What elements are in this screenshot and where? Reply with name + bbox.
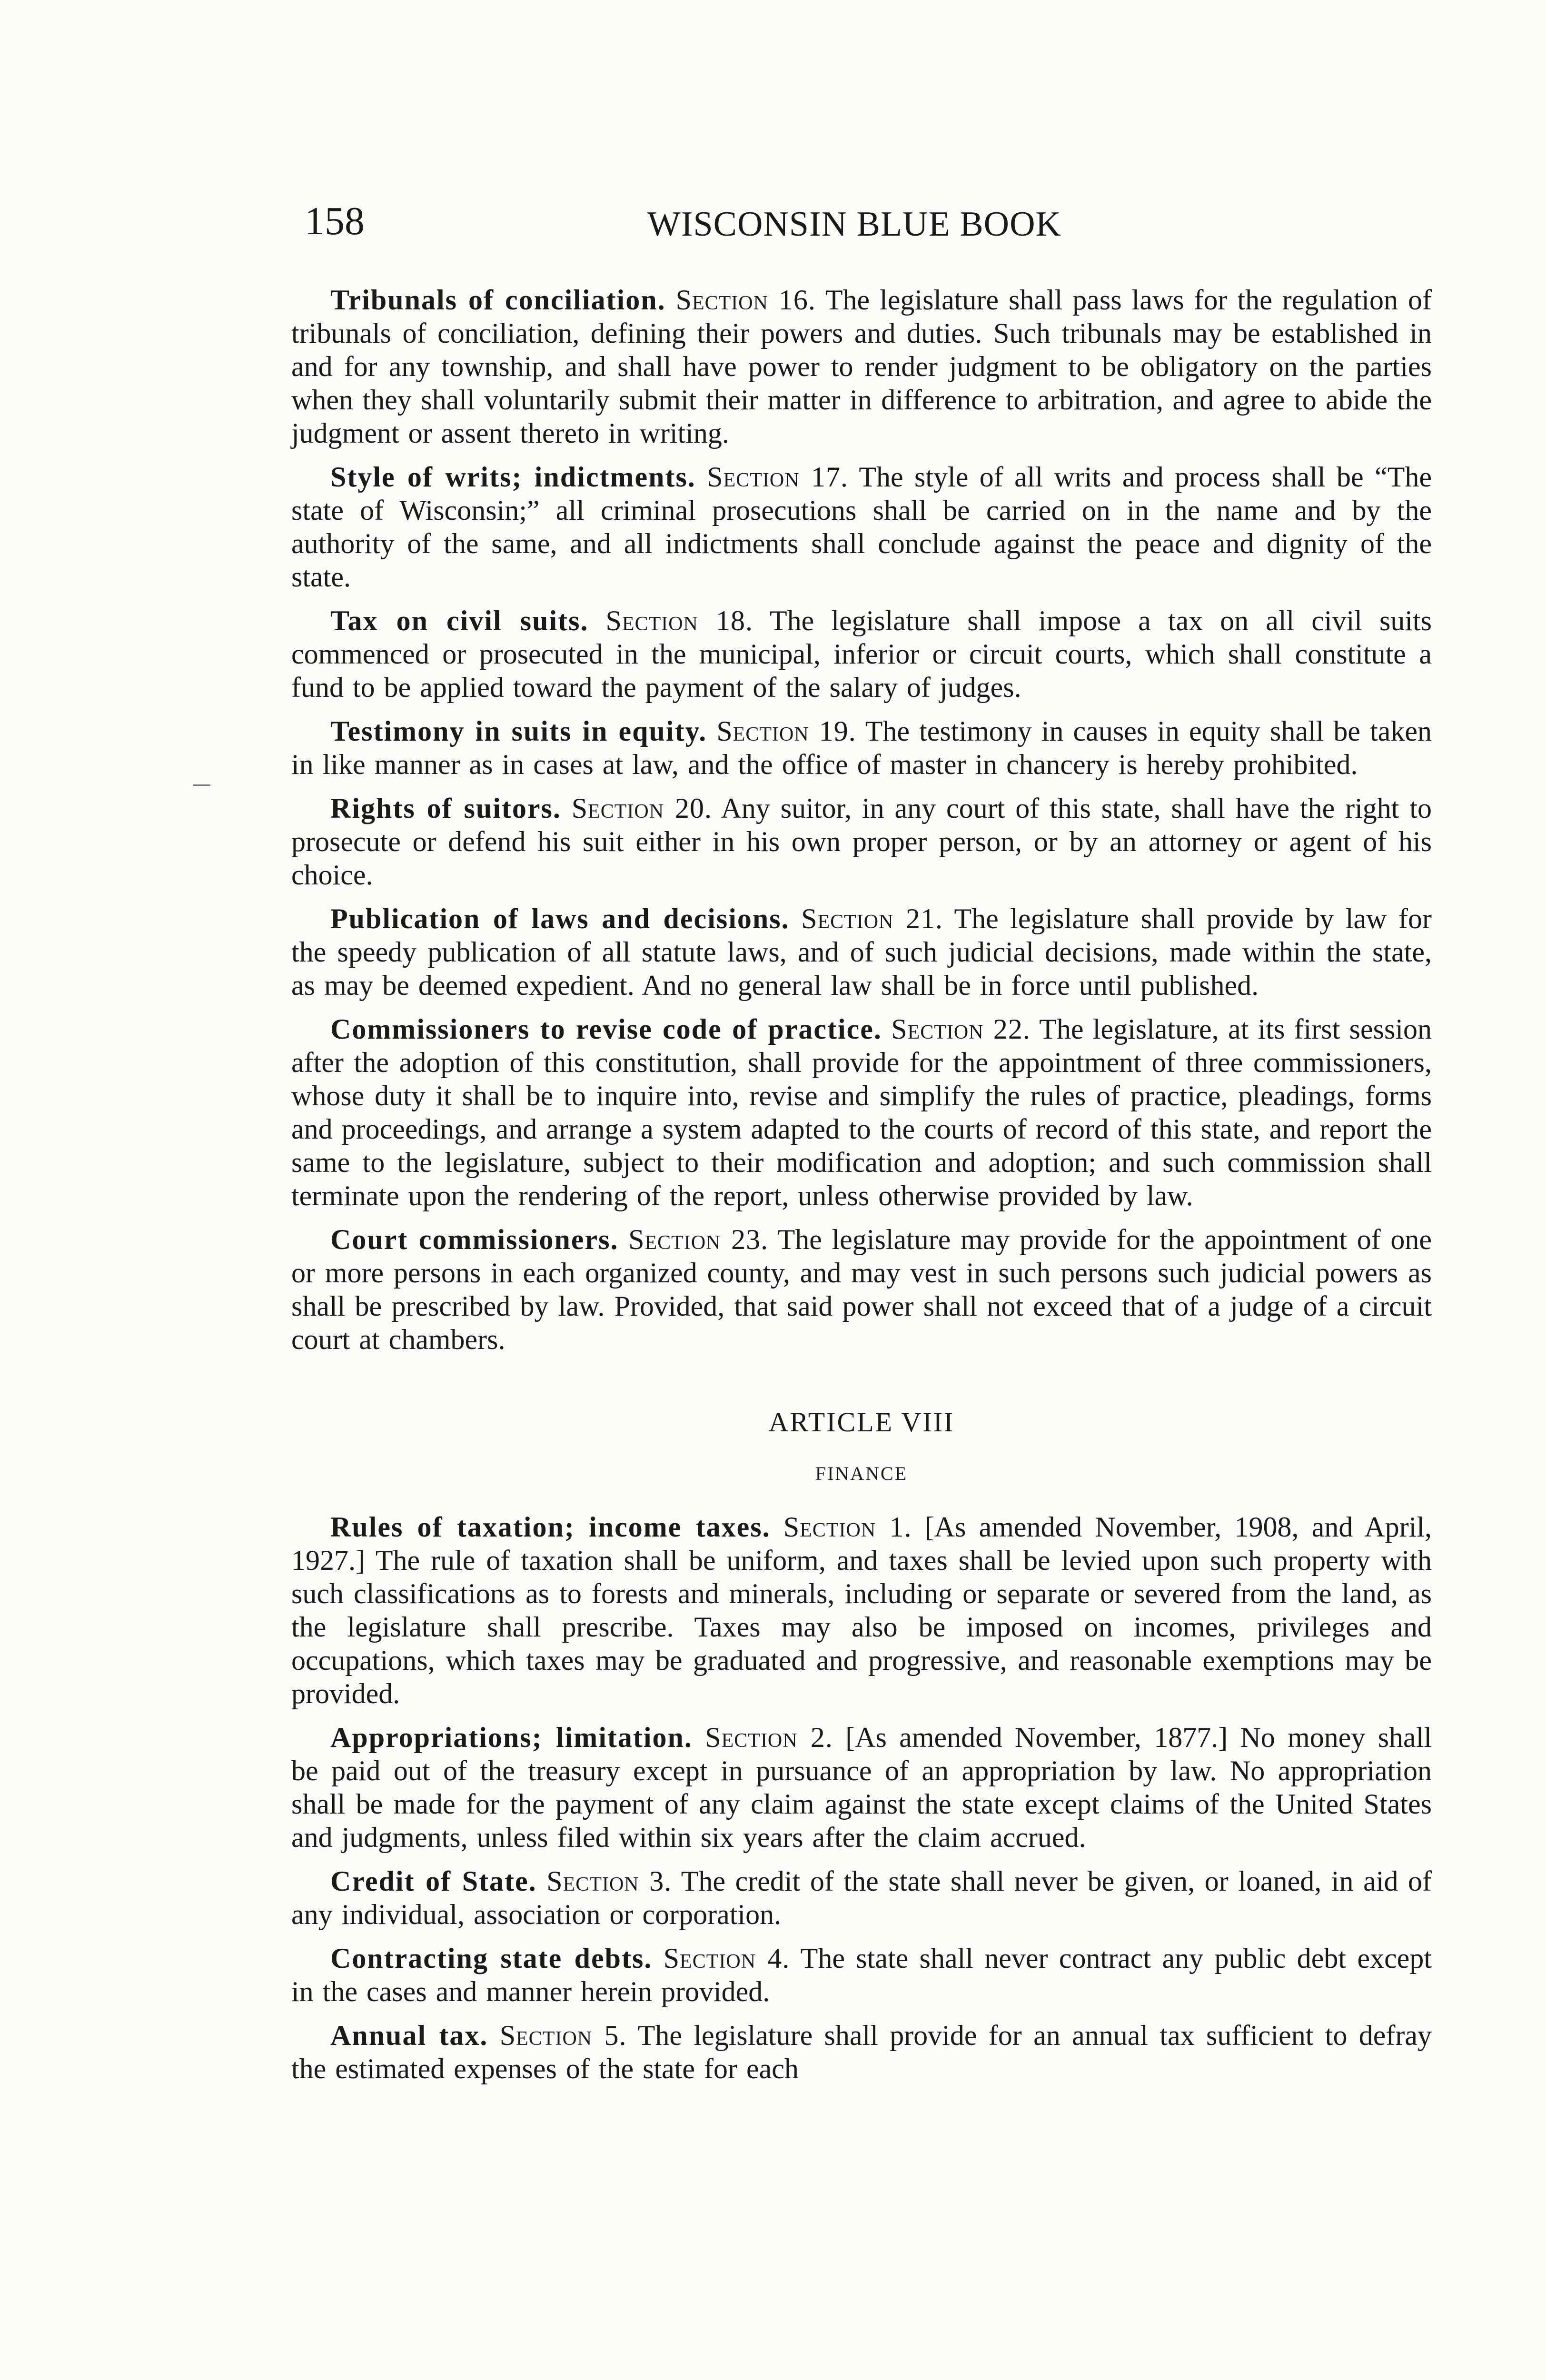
section-number: Section 22. [891, 1013, 1031, 1045]
section-paragraph [291, 1942, 1432, 2008]
section-heading: Style of writs; indictments. [330, 461, 696, 493]
article-title: ARTICLE VIII [768, 1407, 955, 1438]
section-number: Section 20. [571, 793, 712, 824]
section-paragraph [291, 714, 1432, 781]
section-heading: Tribunals of conciliation. [330, 284, 666, 316]
section-number: Section 21. [801, 903, 943, 934]
page-body [291, 283, 1432, 2096]
section-paragraph [291, 1223, 1432, 1356]
section-paragraph [291, 460, 1432, 594]
section-heading: Contracting state debts. [330, 1943, 653, 1974]
section-heading: Publication of laws and decisions. [330, 903, 790, 934]
section-number: Section 23. [628, 1224, 769, 1255]
page-number: 158 [305, 199, 365, 243]
section-number: Section 17. [707, 461, 848, 493]
page-header [305, 195, 1442, 248]
section-number: Section 2. [705, 1722, 833, 1753]
section-text: The legislature may provide for the appointment of one or more persons in each organized county, and may vest in such persons such judicial powers as shall be prescribed by law. Provided, that said power shall not exceed that of a judge of a circuit court at chambers. [291, 1224, 1432, 1355]
section-text: The style of all writs and process shall be “The state of Wisconsin;” all criminal prosecutions shall be carried on in the name and by the authority of the same, and all indictments shall conclude against the peace and dignity of the state. [291, 461, 1432, 593]
article-subtitle: FINANCE [815, 1463, 908, 1484]
section-number: Section 19. [716, 715, 856, 747]
section-text: The legislature shall pass laws for the regulation of tribunals of conciliation, defining their powers and duties. Such tribunals may be established in and for any township, and shall have power to render judgment to be obligatory on the parties when they shall voluntarily submit their matter in difference to arbitration, and agree to abide the judgment or assent thereto in writing. [291, 284, 1432, 449]
section-paragraph [291, 1864, 1432, 1931]
section-text: [As amended November, 1877.] No money shall be paid out of the treasury except in pursuance of an appropriation by law. No appropriation shall be made for the payment of any claim against the state except claims of the United States and judgments, unless filed within six years after the claim accrued. [291, 1722, 1432, 1853]
section-heading: Credit of State. [330, 1865, 537, 1897]
section-number: Section 1. [783, 1511, 912, 1543]
section-number: Section 4. [663, 1943, 790, 1974]
section-paragraph [291, 1012, 1432, 1212]
section-heading: Commissioners to revise code of practice. [330, 1013, 882, 1045]
section-text: The legislature, at its first session after the adoption of this constitution, shall provide for the appointment of three commissioners, whose duty it shall be to inquire into, revise and simplify the rules of practice, pleadings, forms and proceedings, and arrange a system adapted to the courts of record of this state, and report the same to the legislature, subject to their modification and adoption; and such commission shall terminate upon the rendering of the report, unless otherwise provided by law. [291, 1013, 1432, 1211]
section-heading: Testimony in suits in equity. [330, 715, 707, 747]
section-number: Section 16. [675, 284, 816, 316]
section-number: Section 3. [546, 1865, 672, 1897]
section-paragraph [291, 792, 1432, 892]
section-heading: Rights of suitors. [330, 793, 561, 824]
section-text: [As amended November, 1908, and April, 1927.] The rule of taxation shall be uniform, and taxes shall be levied upon such property with such classifications as to forests and minerals, including or separate or severed from the land, as the legislature shall prescribe. Taxes may also be imposed on incomes, privileges and occupations, which taxes may be graduated and progressive, and reasonable exemptions may be provided. [291, 1511, 1432, 1709]
running-title: WISCONSIN BLUE BOOK [647, 205, 1061, 244]
section-text: The state shall never contract any public debt except in the cases and manner herein provided. [291, 1943, 1432, 2007]
section-heading: Court commissioners. [330, 1224, 619, 1255]
section-text: The legislature shall provide for an annual tax sufficient to defray the estimated expenses of the state for each [291, 2020, 1432, 2084]
section-paragraph [291, 1721, 1432, 1854]
section-paragraph [291, 902, 1432, 1002]
section-text: Any suitor, in any court of this state, shall have the right to prosecute or defend his suit either in his own proper person, or by an attorney or agent of his choice. [291, 793, 1432, 891]
section-text: The credit of the state shall never be given, or loaned, in aid of any individual, association or corporation. [291, 1865, 1432, 1930]
section-text: The testimony in causes in equity shall be taken in like manner as in cases at law, and the office of master in chancery is hereby prohibited. [291, 715, 1432, 780]
section-number: Section 18. [605, 605, 753, 636]
section-paragraph [291, 283, 1432, 450]
section-heading: Annual tax. [330, 2020, 488, 2051]
section-paragraph [291, 2019, 1432, 2085]
section-text: The legislature shall impose a tax on all civil suits commenced or prosecuted in the municipal, inferior or circuit courts, which shall constitute a fund to be applied toward the payment of the salary of judges. [291, 605, 1432, 703]
section-heading: Appropriations; limitation. [330, 1722, 693, 1753]
section-paragraph [291, 1510, 1432, 1710]
section-number: Section 5. [499, 2020, 627, 2051]
section-text: The legislature shall provide by law for the speedy publication of all statute laws, and of such judicial decisions, made within the state, as may be deemed expedient. And no general law shall be in force until published. [291, 903, 1432, 1001]
section-paragraph [291, 604, 1432, 704]
section-heading: Rules of taxation; income taxes. [330, 1511, 771, 1543]
section-heading: Tax on civil suits. [330, 605, 589, 636]
margin-mark [193, 784, 210, 786]
